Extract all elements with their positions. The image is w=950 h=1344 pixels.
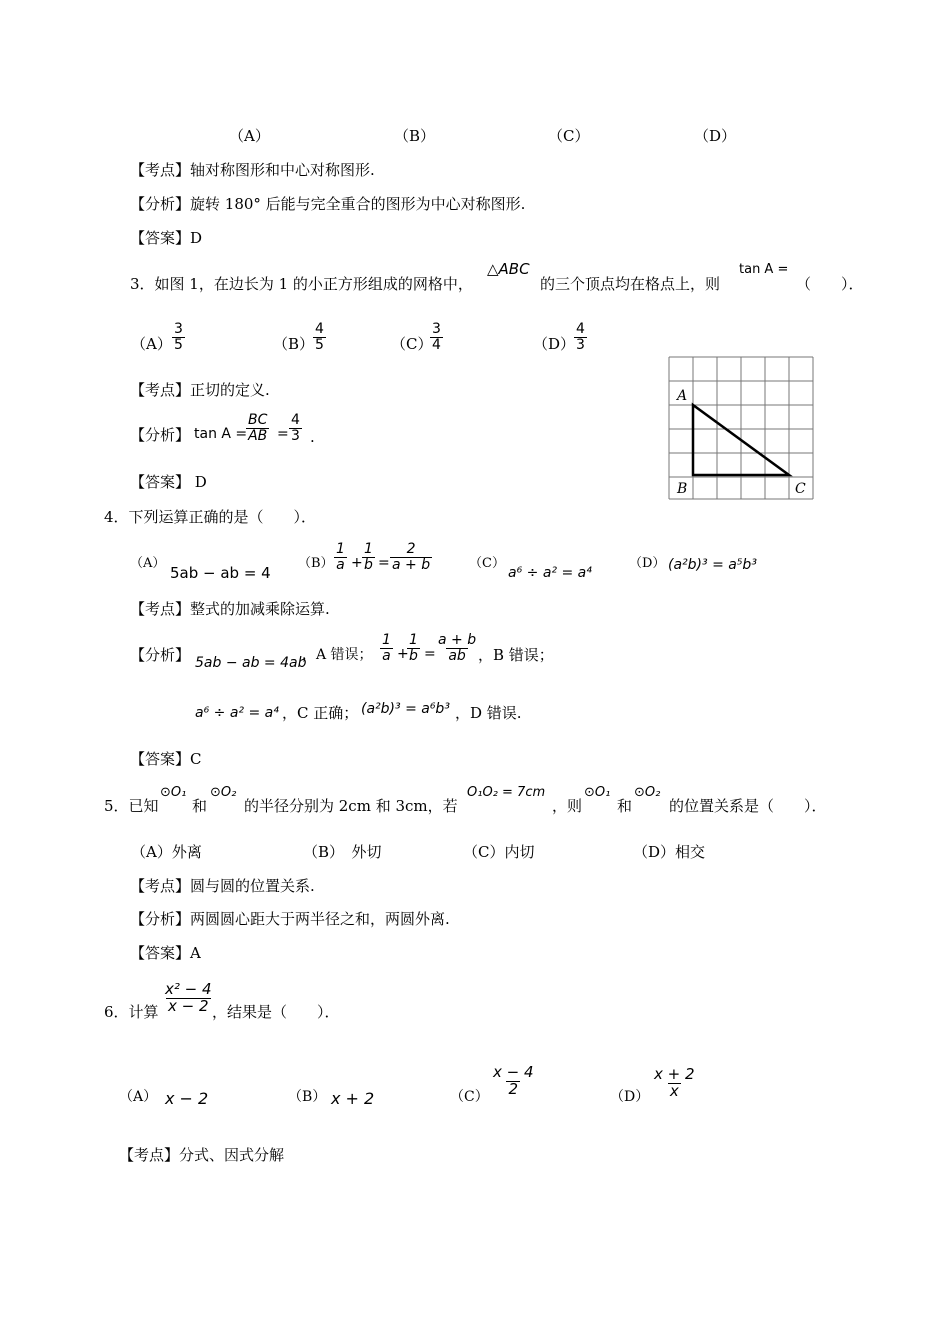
q6-option-c-frac: $\frac{x - 4}{2}$ (493, 1063, 534, 1098)
q5-o2-b: ⊙O₂ (634, 785, 661, 800)
q4-fenxi-b-frac2: $\frac{1}{b}$ (409, 632, 418, 664)
q2-option-b: （B） (394, 127, 436, 145)
q3-fenxi-frac1: $\frac{BC}{AB}$ (248, 412, 268, 444)
q6-option-b: x + 2 (331, 1089, 375, 1108)
q4-option-a-label: （A） (130, 556, 166, 571)
q5-fenxi: 【分析】两圆圆心距大于两半径之和，两圆外离. (130, 910, 450, 928)
q3-option-d-label: （D） (533, 335, 576, 353)
q3-grid-figure (668, 356, 816, 502)
q3-kaodian: 【考点】正切的定义. (130, 381, 270, 399)
q5-stem-c: ，则 (552, 797, 583, 815)
q4-option-d: (a²b)³ = a⁵b³ (668, 557, 757, 573)
q3-fenxi-frac2: $\frac{4}{3}$ (291, 412, 300, 444)
q4-option-b-frac3: $\frac{2}{a + b}$ (392, 541, 431, 573)
q3-option-d-frac: $\frac{4}{3}$ (576, 321, 585, 353)
q6-stem-a: 6．计算 (104, 1003, 159, 1021)
q4-option-c-label: （C） (469, 556, 505, 571)
q2-kaodian: 【考点】轴对称图形和中心对称图形. (130, 161, 375, 179)
q4-option-b-frac1: $\frac{1}{a}$ (336, 541, 345, 573)
q4-fenxi-d-txt: ，D 错误. (455, 704, 522, 722)
q3-label-c: C (795, 481, 806, 497)
q4-kaodian: 【考点】整式的加减乘除运算. (130, 600, 330, 618)
q4-fenxi-a: 5ab − ab = 4ab (195, 655, 307, 671)
q2-option-d: （D） (694, 127, 737, 145)
q4-fenxi-d: (a²b)³ = a⁶b³ (361, 701, 450, 717)
q4-fenxi-c-txt: ，C 正确； (282, 704, 359, 722)
q2-option-c: （C） (548, 127, 590, 145)
q4-daan: 【答案】C (130, 750, 202, 768)
q5-daan: 【答案】A (130, 944, 201, 962)
q5-o1: ⊙O₁ (160, 785, 187, 800)
q3-stem-b: 的三个顶点均在格点上，则 (540, 275, 721, 293)
q2-daan: 【答案】D (130, 229, 203, 247)
q4-fenxi-c: a⁶ ÷ a² = a⁴ (195, 705, 279, 721)
q4-option-b-label: （B） (298, 556, 334, 571)
q6-option-a: x − 2 (165, 1089, 209, 1108)
q6-option-d-frac: $\frac{x + 2}{x}$ (654, 1065, 695, 1100)
q4-stem: 4．下列运算正确的是（ ）． (104, 508, 317, 526)
q6-option-d-label: （D） (610, 1089, 650, 1105)
q4-option-b-eq: = (378, 555, 390, 571)
q6-kaodian: 【考点】分式、因式分解 (119, 1146, 285, 1164)
q5-option-c: （C）内切 (463, 843, 535, 861)
q4-fenxi-b-plus: + (397, 646, 409, 662)
q4-option-d-label: （D） (629, 556, 666, 571)
q3-stem-a: 3．如图 1，在边长为 1 的小正方形组成的网格中， (130, 275, 473, 293)
q4-option-c: a⁶ ÷ a² = a⁴ (508, 565, 592, 581)
q5-stem-b: 的半径分别为 2cm 和 3cm，若 (244, 797, 458, 815)
q3-fenxi-end: . (310, 428, 315, 446)
q3-daan: 【答案】 D (130, 473, 207, 491)
q5-option-d: （D）相交 (633, 843, 706, 861)
q5-option-b: （B） 外切 (303, 843, 382, 861)
q5-o1o2: O₁O₂ = 7cm (467, 785, 546, 800)
q5-he: 和 (192, 797, 208, 815)
q5-o2: ⊙O₂ (210, 785, 237, 800)
q3-option-c-frac: $\frac{3}{4}$ (432, 321, 441, 353)
q6-option-a-label: （A） (119, 1089, 158, 1105)
q4-fenxi-label: 【分析】 (130, 646, 191, 664)
q3-fenxi-label: 【分析】 (130, 426, 191, 444)
q3-triangle: △ABC (487, 260, 530, 278)
q2-option-a: （A） (229, 127, 270, 145)
q3-option-b-label: （B） (273, 335, 315, 353)
q4-fenxi-b-txt: ，B 错误； (478, 646, 554, 664)
q4-fenxi-b-frac3: $\frac{a + b}{ab}$ (438, 632, 477, 664)
q5-option-a: （A）外离 (131, 843, 202, 861)
q6-stem-b: ，结果是（ ）． (212, 1003, 340, 1021)
q3-tan-expr: tan A = (739, 262, 789, 277)
q5-kaodian: 【考点】圆与圆的位置关系. (130, 877, 315, 895)
q5-he-b: 和 (617, 797, 633, 815)
q2-fenxi: 【分析】旋转 180° 后能与完全重合的图形为中心对称图形. (130, 195, 526, 213)
q4-fenxi-b-frac1: $\frac{1}{a}$ (382, 632, 391, 664)
q3-fenxi-eq: = (277, 426, 289, 442)
q4-option-b-plus: + (351, 555, 363, 571)
q4-option-a: 5ab − ab = 4 (170, 564, 271, 582)
q6-option-b-label: （B） (288, 1089, 327, 1105)
q5-stem-a: 5．已知 (104, 797, 159, 815)
q3-label-b: B (677, 481, 688, 497)
q3-label-a: A (677, 388, 688, 404)
q3-fenxi-lhs: tan A = (194, 426, 248, 442)
q5-o1-b: ⊙O₁ (584, 785, 611, 800)
q4-fenxi-b-eq: = (424, 646, 436, 662)
q4-option-b-frac2: $\frac{1}{b}$ (364, 541, 373, 573)
q3-option-a-label: （A） (131, 335, 172, 353)
q4-fenxi-a-txt: ，A 错误； (302, 647, 373, 663)
q3-paren: （ ）． (796, 275, 864, 293)
q3-option-c-label: （C） (391, 335, 433, 353)
q5-stem-d: 的位置关系是（ ）． (669, 797, 827, 815)
q3-option-a-frac: $\frac{3}{5}$ (174, 321, 183, 353)
q3-option-b-frac: $\frac{4}{5}$ (315, 321, 324, 353)
q6-option-c-label: （C） (450, 1089, 489, 1105)
q6-stem-frac: $\frac{\text{x² − 4}}{x - 2}$ (165, 980, 212, 1015)
